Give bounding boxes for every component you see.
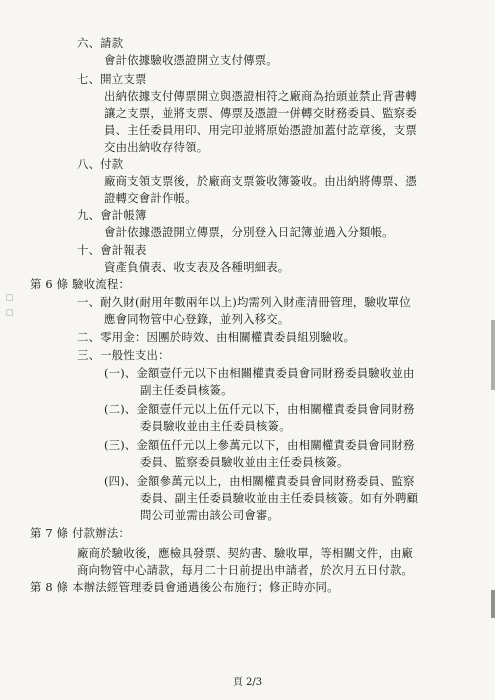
article-6-item-2: 二、零用金：因團於時效、由相關權責委員組別驗收。 (77, 330, 356, 344)
item-7-body-line-4: 交由出納收存待領。 (104, 140, 209, 154)
article-7-heading: 第 7 條 付款辦法： (30, 526, 131, 540)
sub-item-4-line-1: (四)、金額參萬元以上，由相關權責委員會同財務委員、監察 (104, 474, 415, 488)
scan-edge-mark (491, 320, 495, 390)
item-8-heading: 八、付款 (77, 157, 124, 171)
item-10-heading: 十、會計報表 (77, 243, 147, 257)
sub-item-1-line-2: 副主任委員核簽。 (140, 383, 233, 397)
item-6-heading: 六、請款 (77, 36, 124, 50)
sub-item-3-line-1: (三)、金額伍仟元以上參萬元以下，由相關權責委員會同財務 (104, 438, 415, 452)
article-6-item-3: 三、一般性支出： (77, 348, 170, 362)
sub-item-3-line-2: 委員、監察委員驗收並由主任委員核簽。 (140, 455, 349, 469)
item-7-body-line-3: 員、主任委員用印、用完印並將原始憑證加蓋付訖章後，支票 (104, 123, 417, 137)
article-6-item-1-line-1: 一、耐久財(耐用年數兩年以上)均需列入財產清冊管理，驗收單位 (77, 295, 411, 309)
item-7-heading: 七、開立支票 (77, 72, 147, 86)
scan-edge-mark-lower (491, 590, 495, 618)
item-9-heading: 九、會計帳簿 (77, 208, 147, 222)
faint-stamp-mark: ▫▫ (2, 290, 17, 320)
page-number: 頁 2/3 (232, 677, 263, 688)
item-7-body-line-1: 出納依據支付傳票開立與憑證相符之廠商為抬頭並禁止背書轉 (104, 89, 417, 103)
item-10-body: 資產負債表、收支表及各種明細表。 (104, 260, 290, 274)
item-8-body-line-2: 證轉交會計作帳。 (104, 191, 197, 205)
sub-item-4-line-2: 委員、副主任委員驗收並由主任委員核簽。如有外聘顧 (140, 491, 419, 505)
sub-item-4-line-3: 問公司並需由該公司會審。 (140, 508, 280, 522)
item-9-body: 會計依據憑證開立傳票，分別登入日記簿並過入分類帳。 (104, 225, 394, 239)
item-7-body-line-2: 讓之支票，並將支票、傳票及憑證一併轉交財務委員、監察委 (104, 106, 417, 120)
sub-item-2-line-1: (二)、金額壹仟元以上伍仟元以下，由相關權責委員會同財務 (104, 402, 415, 416)
article-6-item-1-line-2: 應會同物管中心登錄，並列入移交。 (104, 312, 290, 326)
item-8-body-line-1: 廠商支領支票後，於廠商支票簽收簿簽收。由出納將傳票、憑 (104, 174, 417, 188)
article-7-body-line-2: 商向物管中心請款，每月二十日前提出申請者，於次月五日付款。 (77, 563, 414, 577)
item-6-body: 會計依據驗收憑證開立支付傳票。 (104, 53, 278, 67)
sub-item-2-line-2: 委員驗收並由主任委員核簽。 (140, 419, 291, 433)
sub-item-1-line-1: (一)、金額壹仟元以下由相關權責委員會同財務委員驗收並由 (104, 366, 415, 380)
article-7-body-line-1: 廠商於驗收後，應檢具發票、契約書、驗收單，等相關文件，由廠 (77, 546, 414, 560)
article-6-heading: 第 6 條 驗收流程： (30, 277, 131, 291)
article-8: 第 8 條 本辦法經管理委員會通過後公布施行；修正時亦同。 (30, 580, 339, 594)
